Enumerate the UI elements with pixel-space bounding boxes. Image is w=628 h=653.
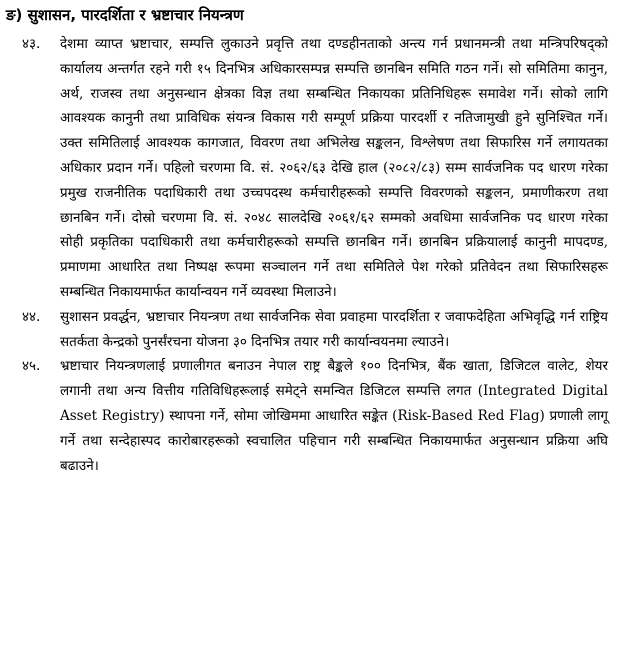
- list-item-43: [22, 32, 608, 305]
- item-number: ४५.: [22, 358, 41, 375]
- item-number: ४३.: [22, 36, 41, 52]
- list-item-45: [22, 354, 608, 478]
- item-text: भ्रष्टाचार नियन्त्रणलाई प्रणालीगत बनाउन नेपाल राष्ट्र बैङ्कले १०० दिनभित्र, बैंक खाता, डिजिटल वालेट, शेयर लगानी तथा अन्य वित्तीय गतिविधिहरूलाई समेट्ने समन्वित डिजिटल सम्पत्ति लगत (Integrated Digital Asset Registry) स्थापना गर्ने, सोमा जोखिममा आधारित सङ्केत (Risk-Based Red Flag) प्रणाली लागू गर्ने तथा सन्देहास्पद कारोबारहरूको स्वचालित पहिचान गरी सम्बन्धित निकायमार्फत अनुसन्धान प्रक्रिया अघि बढाउने।: [60, 358, 608, 474]
- item-text: देशमा व्याप्त भ्रष्टाचार, सम्पत्ति लुकाउने प्रवृत्ति तथा दण्डहीनताको अन्त्य गर्न प्रधानमन्त्री तथा मन्त्रिपरिषद्को कार्यालय अन्तर्गत रहने गरी १५ दिनभित्र अधिकारसम्पन्न सम्पत्ति छानबिन समिति गठन गर्ने। सो समितिमा कानुन, अर्थ, राजस्व तथा अनुसन्धान क्षेत्रका विज्ञ तथा सम्बन्धित निकायका प्रतिनिधिहरू समावेश गर्ने। सोको लागि आवश्यक कानुनी तथा प्राविधिक संयन्त्र विकास गरी सम्पूर्ण प्रक्रिया पारदर्शी र नतिजामुखी हुने सुनिश्चित गर्ने। उक्त समितिलाई आवश्यक कागजात, विवरण तथा अभिलेख सङ्कलन, विश्लेषण तथा सिफारिस गर्ने लगायतका अधिकार प्रदान गर्ने। पहिलो चरणमा वि. सं. २०६२/६३ देखि हाल (२०८२/८३) सम्म सार्वजनिक पद धारण गरेका प्रमुख राजनीतिक पदाधिकारी तथा उच्चपदस्थ कर्मचारीहरूको सम्पत्ति विवरणको सङ्कलन, प्रमाणीकरण तथा छानबिन गर्ने। दोस्रो चरणमा वि. सं. २०४८ सालदेखि २०६१/६२ सम्मको अवधिमा सार्वजनिक पद धारण गरेका सोही प्रकृतिका पदाधिकारी तथा कर्मचारीहरूको सम्पत्ति छानबिन गर्ने। छानबिन प्रक्रियालाई कानुनी मापदण्ड, प्रमाणमा आधारित तथा निष्पक्ष रूपमा सञ्चालन गर्ने तथा समितिले पेश गरेको प्रतिवेदन तथा सिफारिसहरू सम्बन्धित निकायमार्फत कार्यान्वयन गर्ने व्यवस्था मिलाउने।: [60, 36, 608, 300]
- list-item-44: [22, 305, 608, 355]
- section-heading: ङ) सुशासन, पारदर्शिता र भ्रष्टाचार नियन्त्रण: [6, 6, 244, 24]
- item-text: सुशासन प्रवर्द्धन, भ्रष्टाचार नियन्त्रण तथा सार्वजनिक सेवा प्रवाहमा पारदर्शिता र जवाफदेहिता अभिवृद्धि गर्न राष्ट्रिय सतर्कता केन्द्रको पुनर्संरचना योजना ३० दिनभित्र तयार गरी कार्यान्वयनमा ल्याउने।: [60, 308, 608, 350]
- item-number: ४४.: [22, 308, 41, 325]
